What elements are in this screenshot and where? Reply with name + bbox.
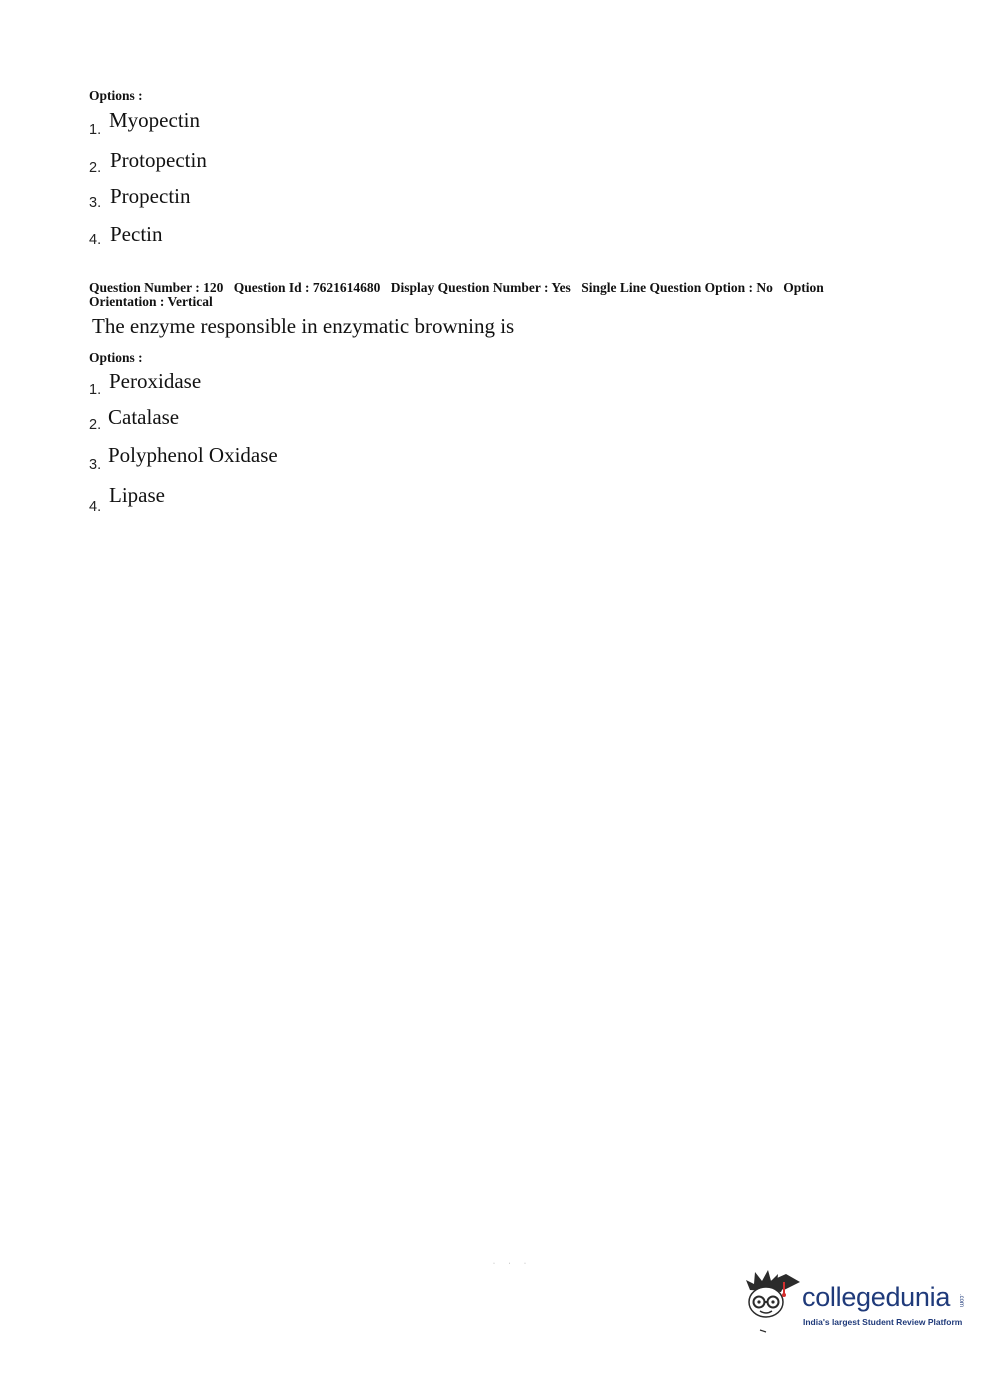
prev-options-label: Options : — [89, 88, 143, 103]
prev-option-number: 3. — [89, 195, 102, 211]
brand-domain: .com — [958, 1294, 964, 1308]
display-question-number: Display Question Number : Yes — [390, 280, 571, 295]
option-lipase: Lipase — [109, 483, 165, 507]
option-orientation-label: Option — [783, 280, 824, 295]
prev-option-text: Protopectin — [110, 148, 207, 172]
prev-option-number: 2. — [89, 160, 102, 176]
question-text: The enzyme responsible in enzymatic browning is — [92, 314, 515, 338]
option-number: 2. — [89, 417, 102, 433]
option-number: 3. — [89, 457, 102, 473]
scan-marks: · · · — [493, 1261, 532, 1267]
prev-option-number: 1. — [89, 122, 102, 138]
question-number: Question Number : 120 — [89, 280, 224, 295]
question-id: Question Id : 7621614680 — [233, 280, 381, 295]
option-catalase: Catalase — [108, 405, 180, 429]
question-meta-line-2: Orientation : Vertical — [89, 294, 213, 309]
prev-option-text: Propectin — [110, 184, 191, 208]
brand-tagline: India's largest Student Review Platform — [803, 1317, 963, 1327]
brand-name-part1: college — [802, 1282, 886, 1312]
option-number: 4. — [89, 499, 102, 515]
prev-option-text: Pectin — [110, 222, 163, 246]
prev-option-number: 4. — [89, 232, 102, 248]
single-line-option: Single Line Question Option : No — [581, 280, 773, 295]
options-label: Options : — [89, 350, 143, 365]
brand-name — [802, 1282, 950, 1313]
option-number: 1. — [89, 382, 102, 398]
prev-option-text: Myopectin — [109, 108, 200, 132]
option-polyphenol-oxidase: Polyphenol Oxidase — [108, 443, 278, 467]
question-meta-line-1 — [89, 281, 831, 295]
mascot-icon — [740, 1268, 802, 1338]
brand-name-part2: dunia — [885, 1282, 951, 1312]
option-peroxidase: Peroxidase — [109, 369, 202, 393]
